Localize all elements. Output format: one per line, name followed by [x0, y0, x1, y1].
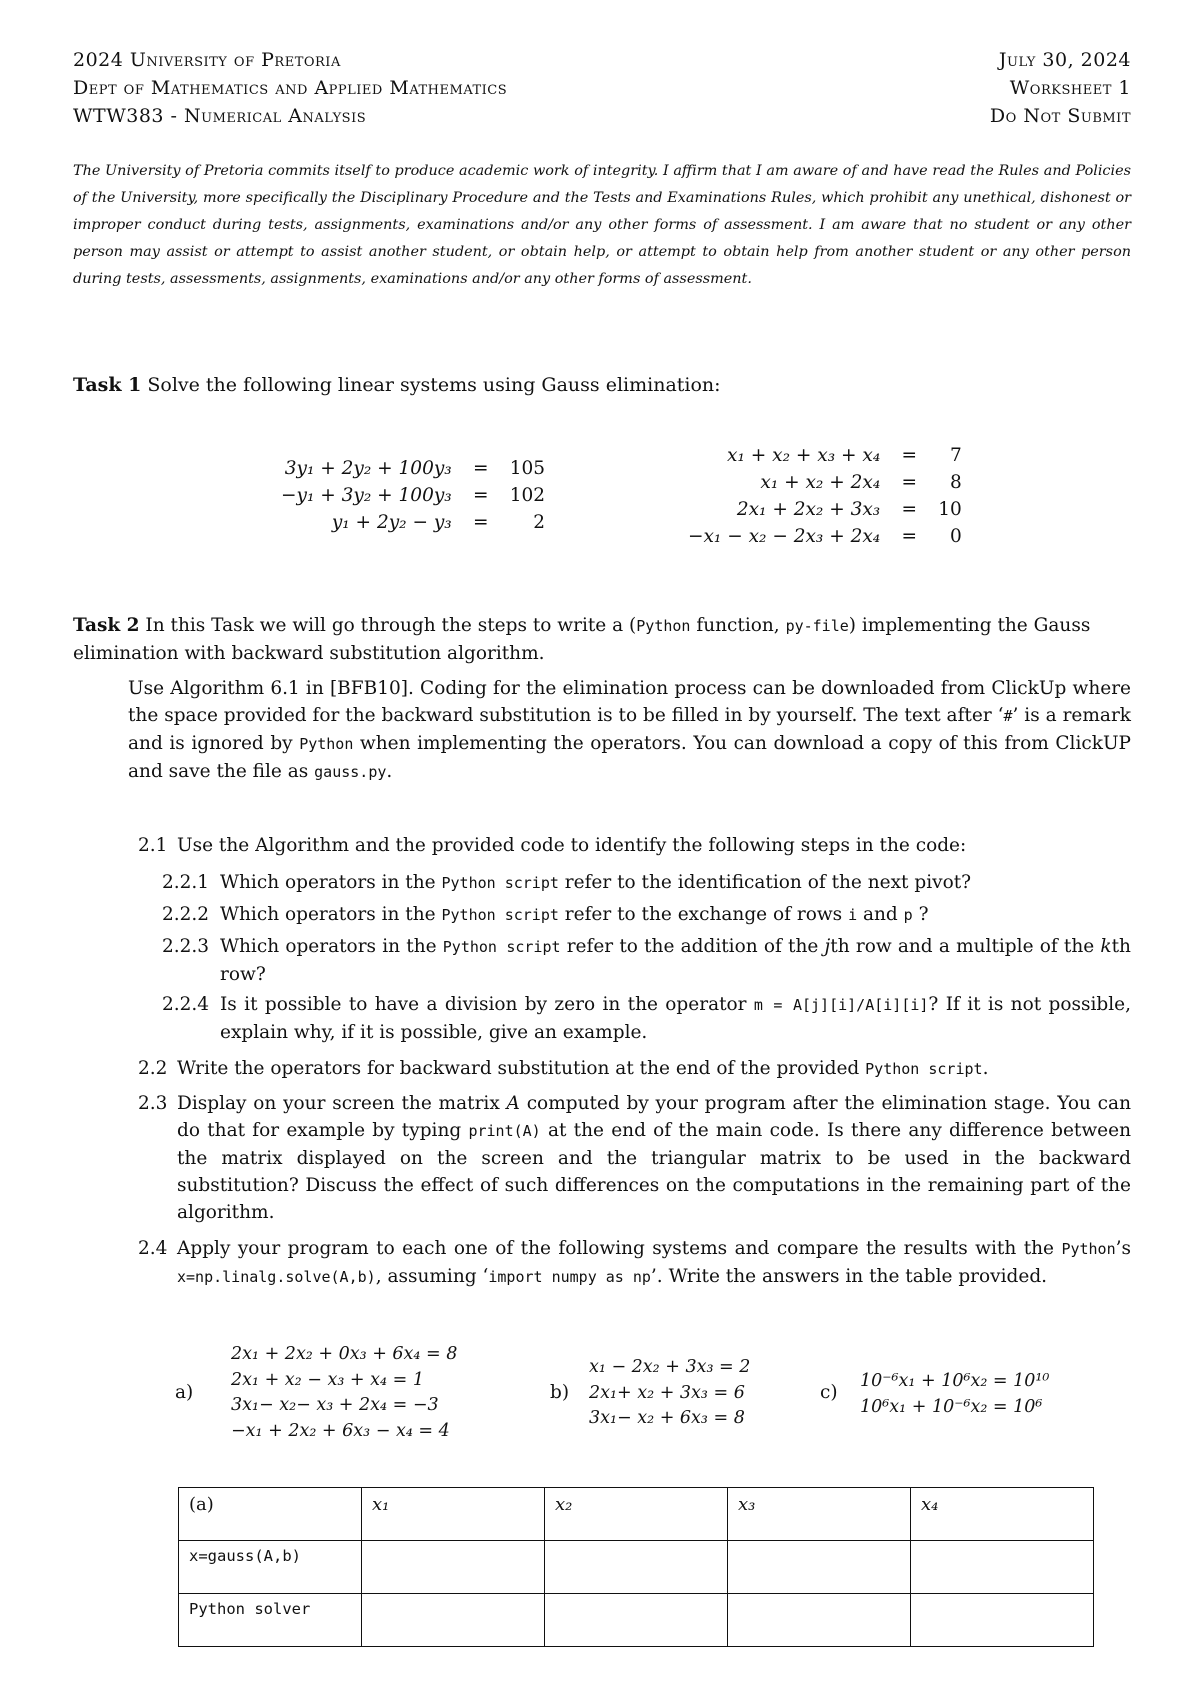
system-c-label: c) — [820, 1382, 838, 1403]
header-submission-note: Do Not Submit — [989, 105, 1131, 127]
header-university: 2024 University of Pretoria — [73, 49, 341, 71]
item-2-2-4-number: 2.2.4 — [162, 994, 210, 1015]
system-a-label: a) — [175, 1382, 194, 1403]
item-2-2-1-number: 2.2.1 — [162, 872, 210, 893]
equation-row: x₁ − 2x₂ + 3x₃ = 2 — [589, 1357, 751, 1377]
item-2-3-number: 2.3 — [138, 1093, 168, 1114]
equation-row: −x₁ − x₂ − 2x₃ + 2x₄ = 0 — [688, 526, 962, 547]
answer-table-header: x₁ — [362, 1488, 545, 1541]
equation-row: 3x₁− x₂− x₃ + 2x₄ = −3 — [231, 1395, 439, 1415]
equation-row: 10⁻⁶x₁ + 10⁶x₂ = 10¹⁰ — [860, 1371, 1050, 1391]
header-left — [73, 46, 507, 130]
task1-heading — [73, 374, 721, 396]
answer-cell[interactable] — [362, 1541, 545, 1594]
equation-row: 2x₁ + x₂ − x₃ + x₄ = 1 — [231, 1369, 424, 1390]
answer-cell[interactable] — [911, 1541, 1094, 1594]
item-2-1-text: Use the Algorithm and the provided code to identify the following steps in the code: — [177, 835, 967, 856]
equation-row: 10⁶x₁ + 10⁻⁶x₂ = 10⁶ — [860, 1396, 1043, 1417]
answer-row-label: Python solver — [179, 1594, 362, 1647]
answer-cell[interactable] — [728, 1594, 911, 1647]
header-module: WTW383 - Numerical Analysis — [73, 105, 367, 127]
header-worksheet: Worksheet 1 — [1009, 77, 1131, 99]
task1-system1 — [275, 455, 551, 536]
answer-cell[interactable] — [545, 1541, 728, 1594]
header-date: July 30, 2024 — [998, 49, 1131, 71]
answer-table — [178, 1487, 1094, 1647]
answer-table-header: x₄ — [911, 1488, 1094, 1541]
system-b — [589, 1355, 750, 1432]
answer-row-label: x=gauss(A,b) — [179, 1541, 362, 1594]
answer-table-header: x₂ — [545, 1488, 728, 1541]
task2-label: Task 2 — [73, 615, 140, 636]
answer-table-header-row — [179, 1488, 1094, 1541]
equation-row: y₁ + 2y₂ − y₃ = 2 — [331, 512, 546, 533]
item-2-2-3-number: 2.2.3 — [162, 936, 210, 957]
item-2-2-2-number: 2.2.2 — [162, 904, 210, 925]
task2-intro: Task 2 In this Task we will go through the steps to write a (Python function, py-file) implementing the Gauss elimination with backward substitution algorithm. — [73, 615, 1091, 664]
equation-row: −y₁ + 3y₂ + 100y₃ = 102 — [281, 485, 546, 506]
answer-cell[interactable] — [362, 1594, 545, 1647]
item-2-2-4-text: Is it possible to have a division by zero in the operator m = A[j][i]/A[i][i]? If it is not possible, explain why, if it is possible, give an example. — [220, 994, 1131, 1043]
answer-cell[interactable] — [911, 1594, 1094, 1647]
system-a — [231, 1342, 457, 1444]
item-2-2-1-text: Which operators in the Python script refer to the identification of the next pivot? — [220, 872, 972, 893]
equation-row: 3y₁ + 2y₂ + 100y₃ = 105 — [284, 458, 546, 479]
equation-row: 2x₁ + 2x₂ + 3x₃ = 10 — [736, 499, 962, 520]
item-2-2-3-text: Which operators in the Python script refer to the addition of the jth row and a multiple of the kth row? — [220, 936, 1131, 985]
item-2-2-2-text: Which operators in the Python script refer to the exchange of rows i and p ? — [220, 904, 929, 925]
answer-table-header: x₃ — [728, 1488, 911, 1541]
header-department: Dept of Mathematics and Applied Mathematics — [73, 77, 508, 99]
table-row — [179, 1594, 1094, 1647]
system-b-label: b) — [550, 1382, 570, 1403]
item-2-2-number: 2.2 — [138, 1058, 168, 1079]
equation-row: 2x₁ + 2x₂ + 0x₃ + 6x₄ = 8 — [231, 1344, 458, 1364]
task1-text: Solve the following linear systems using Gauss elimination: — [147, 374, 721, 396]
equation-row: x₁ + x₂ + x₃ + x₄ = 7 — [727, 445, 962, 466]
equation-row: −x₁ + 2x₂ + 6x₃ − x₄ = 4 — [231, 1420, 450, 1441]
item-2-2-text: Write the operators for backward substitution at the end of the provided Python script. — [177, 1058, 989, 1079]
answer-cell[interactable] — [728, 1541, 911, 1594]
item-2-1-number: 2.1 — [138, 835, 168, 856]
table-row — [179, 1541, 1094, 1594]
answer-table-header: (a) — [179, 1488, 362, 1541]
item-2-3-text: Display on your screen the matrix A computed by your program after the elimination stage. You can do that for example by typing print(A) at the end of the main code. Is there any difference between the matrix displayed on the screen and the triangular matrix to be used in the backward substitution? Discuss the effect of such differences on the computations in the remaining part of the algorithm. — [177, 1093, 1131, 1223]
equation-row: 3x₁− x₂ + 6x₃ = 8 — [589, 1408, 745, 1428]
answer-cell[interactable] — [545, 1594, 728, 1647]
task1-label: Task 1 — [73, 374, 142, 396]
item-2-4-text: Apply your program to each one of the following systems and compare the results with the Python’s x=np.linalg.solve(A,b), assuming ‘import numpy as np’. Write the answers in the table provided. — [177, 1238, 1131, 1287]
equation-row: x₁ + x₂ + 2x₄ = 8 — [760, 472, 962, 493]
equation-row: 2x₁+ x₂ + 3x₃ = 6 — [589, 1382, 745, 1403]
header-right — [990, 46, 1131, 130]
system-c — [860, 1369, 1049, 1420]
item-2-4-number: 2.4 — [138, 1238, 168, 1259]
task1-system2 — [682, 442, 968, 550]
task2-instructions: Use Algorithm 6.1 in [BFB10]. Coding for the elimination process can be downloaded from ClickUp where the space provided for the backward substitution is to be filled in by yourself. The text after ‘#’ is a remark and is ignored by Python when implementing the operators. You can download a copy of this from ClickUP and save the file as gauss.py. — [128, 678, 1131, 782]
integrity-statement: The University of Pretoria commits itself to produce academic work of integrity. I affirm that I am aware of and have read the Rules and Policies of the University, more specifically the Disciplinary Procedure and the Tests and Examinations Rules, which prohibit any unethical, dishonest or improper conduct during tests, assignments, examinations and/or any other forms of assessment. I am aware that no student or any other person may assist or attempt to assist another student, or obtain help, or attempt to obtain help from another student or any other person during tests, assessments, assignments, examinations and/or any other forms of assessment. — [73, 163, 1131, 287]
